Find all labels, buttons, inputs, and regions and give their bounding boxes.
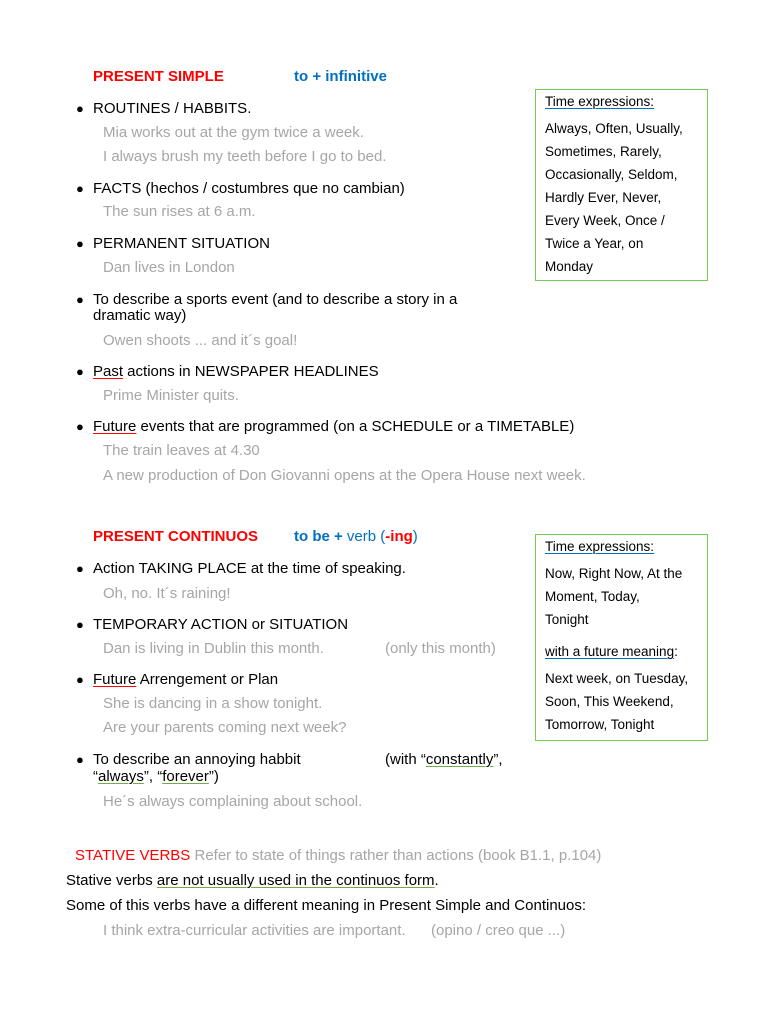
present-continuous-formula: [294, 528, 418, 545]
bullet-icon: ●: [76, 419, 84, 434]
time-expression-line: Sometimes, Rarely,: [545, 144, 662, 159]
time-expression-line: Hardly Ever, Never,: [545, 190, 662, 205]
present-simple-heading: PRESENT SIMPLE: [93, 68, 224, 85]
underlined-keyword: Future: [93, 418, 137, 435]
formula-verb: verb (: [342, 528, 386, 545]
time-expression-line: Every Week, Once /: [545, 213, 665, 228]
list-item-label: PERMANENT SITUATION: [93, 235, 270, 252]
example-text: I think extra-curricular activities are important.: [103, 922, 406, 939]
time-expression-line: Always, Often, Usually,: [545, 121, 683, 136]
qualifier-close: ”,: [493, 751, 503, 768]
bullet-icon: ●: [76, 364, 84, 379]
list-item-label: TEMPORARY ACTION or SITUATION: [93, 616, 349, 633]
stative-heading: STATIVE VERBS: [75, 847, 191, 864]
underlined-keyword: always: [98, 768, 144, 785]
example-text: She is dancing in a show tonight.: [103, 695, 323, 712]
qualifier-open: (with “: [385, 751, 426, 768]
time-expression-line: Now, Right Now, At the: [545, 566, 683, 581]
example-text: Mia works out at the gym twice a week.: [103, 124, 364, 141]
stative-heading-line: [75, 847, 601, 864]
present-continuous-heading: PRESENT CONTINUOS: [93, 528, 259, 545]
stative-rule-highlight: are not usually used in the continuos form: [156, 872, 435, 889]
formula-close: ): [412, 528, 418, 545]
bullet-icon: ●: [76, 561, 84, 576]
list-item-label: ROUTINES / HABBITS.: [93, 100, 252, 117]
time-expression-line: Next week, on Tuesday,: [545, 671, 689, 686]
bullet-icon: ●: [76, 292, 84, 307]
example-text: Are your parents coming next week?: [103, 719, 347, 736]
time-expression-line: Monday: [545, 259, 594, 274]
stative-rule-end: .: [434, 872, 439, 889]
time-expressions-box: [535, 534, 708, 741]
example-text: The train leaves at 4.30: [103, 442, 260, 459]
bullet-icon: ●: [76, 672, 84, 687]
example-text: The sun rises at 6 a.m.: [103, 203, 256, 220]
example-text: Dan lives in London: [103, 259, 235, 276]
list-item-label-rest: events that are programmed (on a SCHEDULE or a TIMETABLE): [136, 418, 575, 435]
example-text: Owen shoots ... and it´s goal!: [103, 332, 298, 349]
example-text: A new production of Don Giovanni opens at the Opera House next week.: [103, 467, 586, 484]
time-expression-line: Tonight: [545, 612, 589, 627]
time-expressions-title: Time expressions:: [545, 94, 655, 109]
time-expression-line: Occasionally, Seldom,: [545, 167, 678, 182]
quote-mark: “: [93, 768, 98, 785]
stative-note: Some of this verbs have a different meaning in Present Simple and Continuos:: [66, 897, 587, 914]
list-item-label: FACTS (hechos / costumbres que no cambian): [93, 180, 405, 197]
future-meaning-colon: :: [674, 644, 678, 659]
underlined-keyword: constantly: [425, 751, 494, 768]
future-meaning-label: with a future meaning: [545, 644, 675, 659]
list-item-label-continued: dramatic way): [93, 307, 187, 324]
bullet-icon: ●: [76, 617, 84, 632]
time-expression-line: Twice a Year, on: [545, 236, 644, 251]
example-note: (opino / creo que ...): [431, 922, 566, 939]
time-expression-line: Soon, This Weekend,: [545, 694, 674, 709]
list-item-label: [93, 418, 574, 435]
example-note: (only this month): [385, 640, 496, 657]
list-item-label-continued: [93, 768, 219, 785]
list-item-label: [93, 671, 278, 688]
list-item-label: To describe an annoying habbit: [93, 751, 301, 768]
bullet-icon: ●: [76, 181, 84, 196]
time-expressions-title: Time expressions:: [545, 539, 655, 554]
example-text: Prime Minister quits.: [103, 387, 239, 404]
example-text: Dan is living in Dublin this month.: [103, 640, 324, 657]
example-text: Oh, no. It´s raining!: [103, 585, 231, 602]
bullet-icon: ●: [76, 236, 84, 251]
list-item-label: [93, 363, 379, 380]
bullet-icon: ●: [76, 101, 84, 116]
present-simple-formula: to + infinitive: [294, 68, 387, 85]
list-item-label-rest: Arrengement or Plan: [136, 671, 279, 688]
list-item-label: Action TAKING PLACE at the time of speaking.: [93, 560, 406, 577]
bullet-icon: ●: [76, 752, 84, 767]
time-expression-line: Moment, Today,: [545, 589, 640, 604]
quote-separator: ”, “: [143, 768, 163, 785]
example-text: I always brush my teeth before I go to bed.: [103, 148, 387, 165]
time-expression-line: Tomorrow, Tonight: [545, 717, 655, 732]
formula-auxiliary: to be +: [294, 528, 343, 545]
underlined-keyword: Past: [93, 363, 124, 380]
list-item-label-rest: actions in NEWSPAPER HEADLINES: [123, 363, 379, 380]
stative-subtitle: Refer to state of things rather than actions (book B1.1, p.104): [190, 847, 602, 864]
underlined-keyword: forever: [162, 768, 209, 785]
quote-end: ”): [208, 768, 219, 785]
list-item-label: To describe a sports event (and to describe a story in a: [93, 291, 458, 308]
stative-rule: [66, 872, 439, 889]
stative-rule-start: Stative verbs: [66, 872, 157, 889]
formula-ing: -ing: [385, 528, 413, 545]
example-text: He´s always complaining about school.: [103, 793, 363, 810]
time-expressions-box: [535, 89, 708, 281]
list-item-qualifier: [385, 751, 503, 768]
underlined-keyword: Future: [93, 671, 137, 688]
future-meaning-title: [545, 644, 678, 659]
